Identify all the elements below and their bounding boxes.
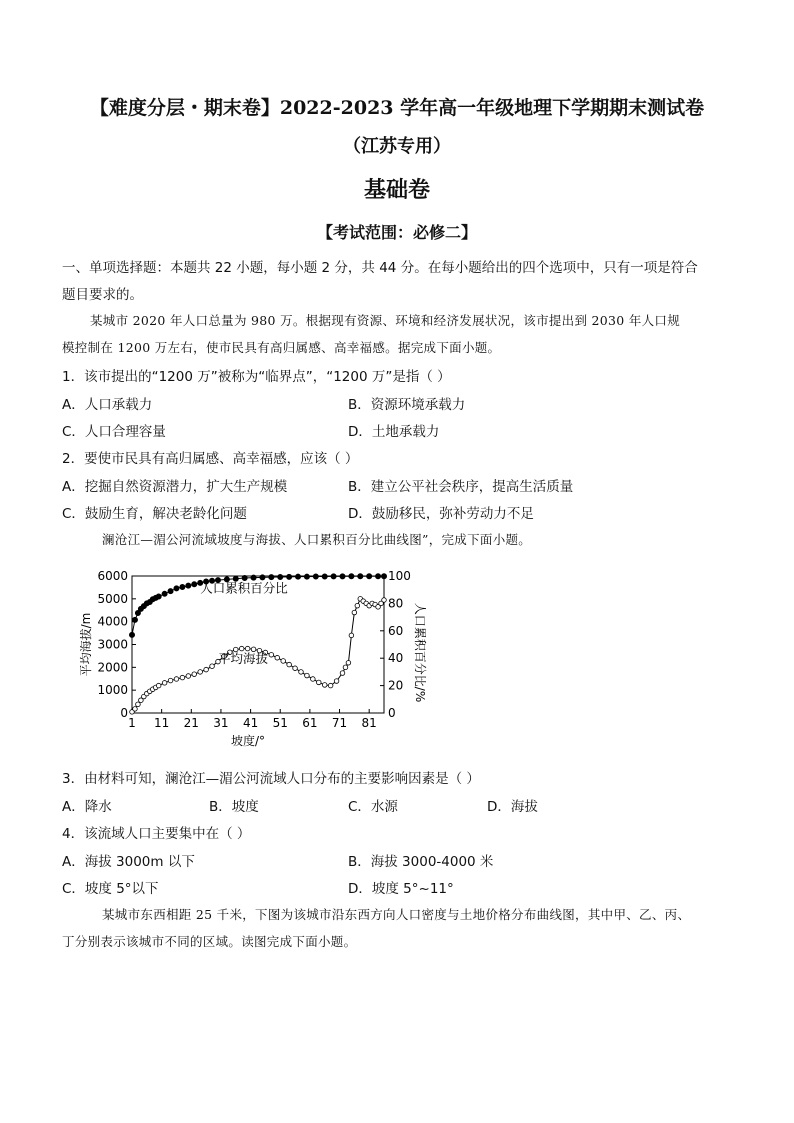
elevation-point <box>239 646 244 651</box>
x-tick-label: 31 <box>213 716 229 730</box>
elevation-point <box>198 670 203 675</box>
elevation-point <box>293 666 298 671</box>
population-point <box>367 574 372 579</box>
question-1-option-d: D．土地承载力 <box>348 424 440 440</box>
population-point <box>168 588 173 593</box>
question-2-option-d: D．鼓励移民，弥补劳动力不足 <box>348 506 534 522</box>
population-point <box>340 574 345 579</box>
population-point <box>358 574 363 579</box>
elevation-point <box>349 633 354 638</box>
y-left-tick-label: 4000 <box>97 614 128 629</box>
x-tick-label: 71 <box>331 716 348 730</box>
question-4-stem: 4．该流域人口主要集中在（ ） <box>62 826 251 842</box>
question-2-option-a: A．挖掘自然资源潜力，扩大生产规模 <box>62 479 288 495</box>
section-heading-cont: 题目要求的。 <box>62 287 143 303</box>
question-2-option-b: B．建立公平社会秩序，提高生活质量 <box>348 479 574 495</box>
x-tick-label: 41 <box>242 716 259 730</box>
elevation-point <box>346 660 351 665</box>
elevation-point <box>316 680 321 685</box>
elevation-point <box>305 673 310 678</box>
plot-frame <box>132 576 384 713</box>
elevation-point <box>340 671 345 676</box>
elevation-point <box>343 665 348 670</box>
elevation-point <box>355 603 360 608</box>
population-point <box>313 574 318 579</box>
material-3-cont: 丁分别表示该城市不同的区域。读图完成下面小题。 <box>62 934 357 949</box>
population-point <box>174 586 179 591</box>
paper-title: 【难度分层・期末卷】2022-2023 学年高一年级地理下学期期末测试卷 <box>89 97 705 119</box>
question-2-stem: 2．要使市民具有高归属感、高幸福感，应该（ ） <box>62 451 359 467</box>
elevation-point <box>192 672 197 677</box>
y-left-tick-label: 6000 <box>97 569 128 583</box>
population-point <box>186 583 191 588</box>
paper-subtitle: （江苏专用） <box>343 136 451 157</box>
elevation-point <box>156 683 161 688</box>
elevation-point <box>382 598 387 603</box>
elevation-point <box>136 702 141 707</box>
y-left-tick-label: 3000 <box>97 637 128 652</box>
y-left-tick-label: 0 <box>120 706 128 720</box>
x-tick-label: 81 <box>361 716 377 730</box>
elevation-point <box>180 675 185 680</box>
question-4-option-b: B．海拔 3000-4000 米 <box>348 854 494 870</box>
y-right-tick-label: 80 <box>388 596 404 611</box>
population-point <box>260 575 265 580</box>
x-tick-label: 11 <box>154 716 170 730</box>
question-4-option-d: D．坡度 5°~11° <box>348 881 454 897</box>
elevation-point <box>299 670 304 675</box>
elevation-point <box>133 707 138 712</box>
elevation-point <box>269 652 274 657</box>
population-point <box>349 574 354 579</box>
question-4-option-a: A．海拔 3000m 以下 <box>62 854 195 870</box>
y-left-tick-label: 1000 <box>97 683 128 698</box>
question-1-option-b: B．资源环境承载力 <box>348 397 466 413</box>
population-point <box>287 574 292 579</box>
material-2: 澜沧江—湄公河流域坡度与海拔、人口累积百分比曲线图”，完成下面小题。 <box>102 532 532 547</box>
elevation-point <box>281 659 286 664</box>
y-left-axis-label: 平均海拔/m <box>79 612 93 677</box>
elevation-point <box>311 677 316 682</box>
x-tick-label: 51 <box>272 716 288 730</box>
population-point <box>129 632 134 637</box>
material-1-cont: 模控制在 1200 万左右，使市民具有高归属感、高幸福感。据完成下面小题。 <box>62 340 501 355</box>
exam-scope: 【考试范围：必修二】 <box>316 223 477 242</box>
population-point <box>331 574 336 579</box>
series-label-elevation: 平均海拔 <box>217 651 268 667</box>
question-4-option-c: C．坡度 5°以下 <box>62 881 159 897</box>
elevation-point <box>168 678 173 683</box>
elevation-point <box>328 683 333 688</box>
population-point <box>381 574 386 579</box>
slope-elevation-population-chart <box>70 562 430 762</box>
question-3-option-d: D．海拔 <box>487 799 538 815</box>
elevation-point <box>334 679 339 684</box>
question-2-option-c: C．鼓励生育，解决老龄化问题 <box>62 506 247 522</box>
elevation-point <box>287 662 292 667</box>
elevation-point <box>245 646 250 651</box>
elevation-point <box>186 674 191 679</box>
question-3-option-b: B．坡度 <box>209 799 259 815</box>
elevation-point <box>162 681 167 686</box>
section-heading: 一、单项选择题：本题共 22 小题，每小题 2 分，共 44 分。在每小题给出的四个选项中，只有一项是符合 <box>62 260 698 276</box>
elevation-point <box>275 655 280 660</box>
population-point <box>162 591 167 596</box>
x-tick-label: 61 <box>302 716 318 730</box>
material-3: 某城市东西相距 25 千米，下图为该城市沿东西方向人口密度与土地价格分布曲线图，其中甲、乙、丙、 <box>102 907 691 922</box>
population-point <box>132 617 137 622</box>
population-point <box>278 574 283 579</box>
question-1-stem: 1．该市提出的“1200 万”被称为“临界点”，“1200 万”是指（ ） <box>62 369 451 385</box>
population-point <box>180 584 185 589</box>
y-left-tick-label: 2000 <box>97 660 128 675</box>
material-1: 某城市 2020 年人口总量为 980 万。根据现有资源、环境和经济发展状况，该市提出到 2030 年人口规 <box>90 313 681 328</box>
question-3-option-a: A．降水 <box>62 799 112 815</box>
x-axis-label: 坡度/° <box>230 734 266 748</box>
population-point <box>295 574 300 579</box>
question-3-stem: 3．由材料可知，澜沧江—湄公河流域人口分布的主要影响因素是（ ） <box>62 771 480 787</box>
elevation-point <box>322 683 327 688</box>
y-right-tick-label: 40 <box>388 651 404 666</box>
y-right-tick-label: 20 <box>388 678 404 693</box>
x-tick-label: 1 <box>128 716 136 730</box>
series-label-population: 人口累积百分比 <box>200 580 288 596</box>
x-tick-label: 21 <box>183 716 199 730</box>
population-point <box>304 574 309 579</box>
population-point <box>322 574 327 579</box>
population-point <box>375 574 380 579</box>
y-right-tick-label: 0 <box>388 706 396 720</box>
y-left-tick-label: 5000 <box>97 591 128 606</box>
elevation-point <box>174 677 179 682</box>
question-1-option-a: A．人口承载力 <box>62 397 153 413</box>
y-right-tick-label: 100 <box>388 569 411 583</box>
y-right-tick-label: 60 <box>388 623 404 638</box>
elevation-point <box>210 664 215 669</box>
population-point <box>192 582 197 587</box>
question-1-option-c: C．人口合理容量 <box>62 424 166 440</box>
population-point <box>269 574 274 579</box>
y-right-axis-label: 人口累积百分比/% <box>413 602 427 703</box>
question-3-option-c: C．水源 <box>348 799 398 815</box>
paper-level: 基础卷 <box>363 177 430 203</box>
elevation-point <box>352 610 357 615</box>
population-point <box>156 594 161 599</box>
elevation-point <box>204 667 209 672</box>
